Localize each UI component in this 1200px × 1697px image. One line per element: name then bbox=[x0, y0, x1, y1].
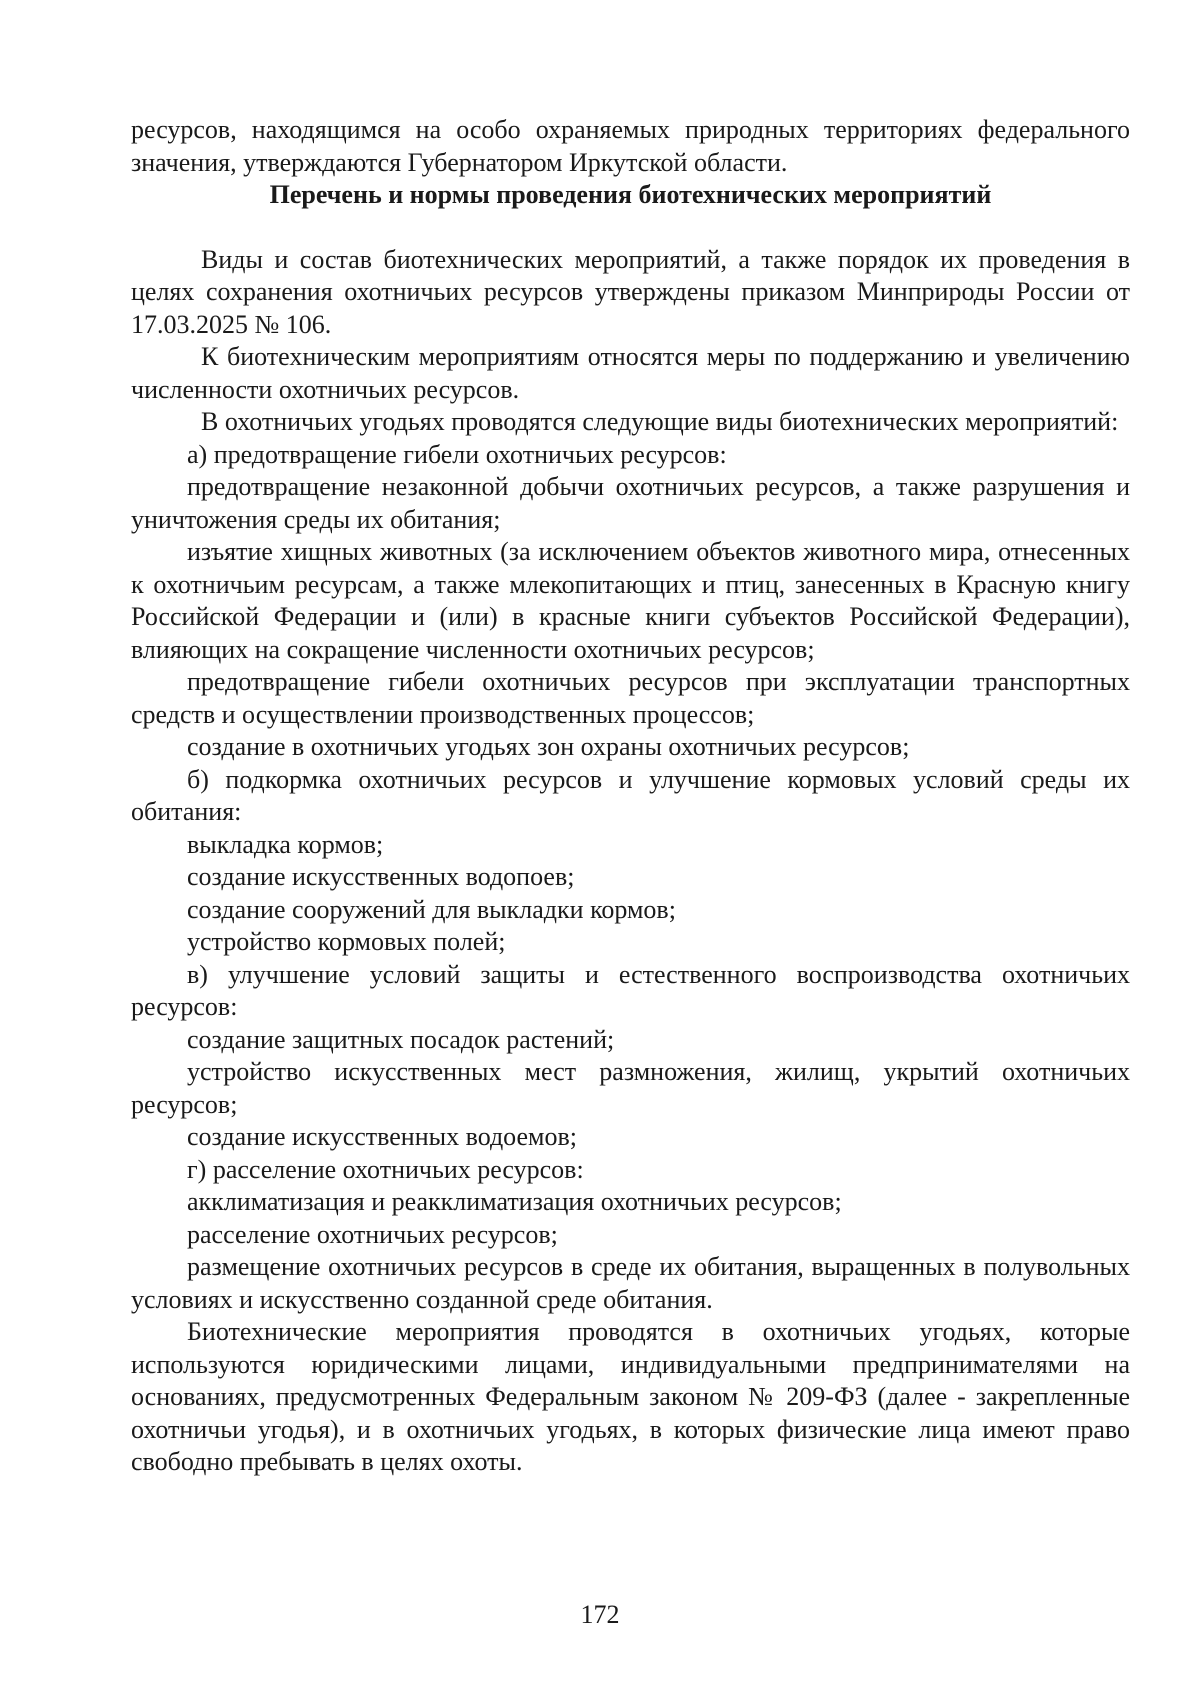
list-item-v: в) улучшение условий защиты и естественного воспроизводства охотничьих ресурсов: bbox=[131, 959, 1130, 1021]
list-item: предотвращение незаконной добычи охотничьих ресурсов, а также разрушения и уничтожения среды их обитания; bbox=[131, 472, 1130, 534]
list-item: расселение охотничьих ресурсов; bbox=[187, 1219, 558, 1249]
list-item-b: б) подкормка охотничьих ресурсов и улучшение кормовых условий среды их обитания: bbox=[131, 764, 1130, 826]
list-item: устройство кормовых полей; bbox=[187, 927, 506, 956]
list-item: устройство искусственных мест размножения, жилищ, укрытий охотничьих ресурсов; bbox=[131, 1057, 1130, 1119]
paragraph-3: В охотничьих угодьях проводятся следующие виды биотехнических мероприятий: bbox=[201, 407, 1119, 436]
page-number: 172 bbox=[580, 1600, 620, 1629]
list-item-a: а) предотвращение гибели охотничьих ресурсов: bbox=[187, 439, 727, 469]
list-item-g: г) расселение охотничьих ресурсов: bbox=[187, 1154, 584, 1184]
document-page bbox=[131, 114, 1130, 1479]
list-item: создание искусственных водоемов; bbox=[187, 1122, 577, 1151]
closing-paragraph: Биотехнические мероприятия проводятся в охотничьих угодьях, которые используются юридическими лицами, индивидуальными предпринимателями на основаниях, предусмотренных Федеральным законом № 209-ФЗ (далее - закрепленные охотничьи угодья), и в охотничьих угодьях, в которых физические лица имеют право свободно пребывать в целях охоты. bbox=[131, 1317, 1130, 1476]
list-item: создание сооружений для выкладки кормов; bbox=[187, 894, 676, 924]
list-item: создание защитных посадок растений; bbox=[187, 1024, 615, 1054]
list-item: акклиматизация и реакклиматизация охотничьих ресурсов; bbox=[187, 1187, 842, 1216]
list-item: создание в охотничьих угодьях зон охраны охотничьих ресурсов; bbox=[187, 732, 910, 761]
list-item: предотвращение гибели охотничьих ресурсов при эксплуатации транспортных средств и осуществлении производственных процессов; bbox=[131, 667, 1130, 729]
list-item: выкладка кормов; bbox=[187, 829, 384, 859]
section-heading: Перечень и нормы проведения биотехнических мероприятий bbox=[269, 180, 992, 209]
spacer bbox=[131, 212, 1130, 244]
list-item: изъятие хищных животных (за исключением объектов животного мира, отнесенных к охотничьим ресурсам, а также млекопитающих и птиц, занесенных в Красную книгу Российской Федерации и (или) в красные книги субъектов Российской Федерации), влияющих на сокращение численности охотничьих ресурсов; bbox=[131, 537, 1130, 664]
paragraph-2: К биотехническим мероприятиям относятся меры по поддержанию и увеличению численности охотничьих ресурсов. bbox=[131, 342, 1130, 404]
continuation-paragraph: ресурсов, находящимся на особо охраняемых природных территориях федерального значения, утверждаются Губернатором Иркутской области. bbox=[131, 115, 1130, 177]
list-item: размещение охотничьих ресурсов в среде их обитания, выращенных в полувольных условиях и искусственно созданной среде обитания. bbox=[131, 1252, 1130, 1314]
list-item: создание искусственных водопоев; bbox=[187, 862, 575, 891]
paragraph-1: Виды и состав биотехнических мероприятий, а также порядок их проведения в целях сохранения охотничьих ресурсов утверждены приказом Минприроды России от 17.03.2025 № 106. bbox=[131, 244, 1130, 339]
